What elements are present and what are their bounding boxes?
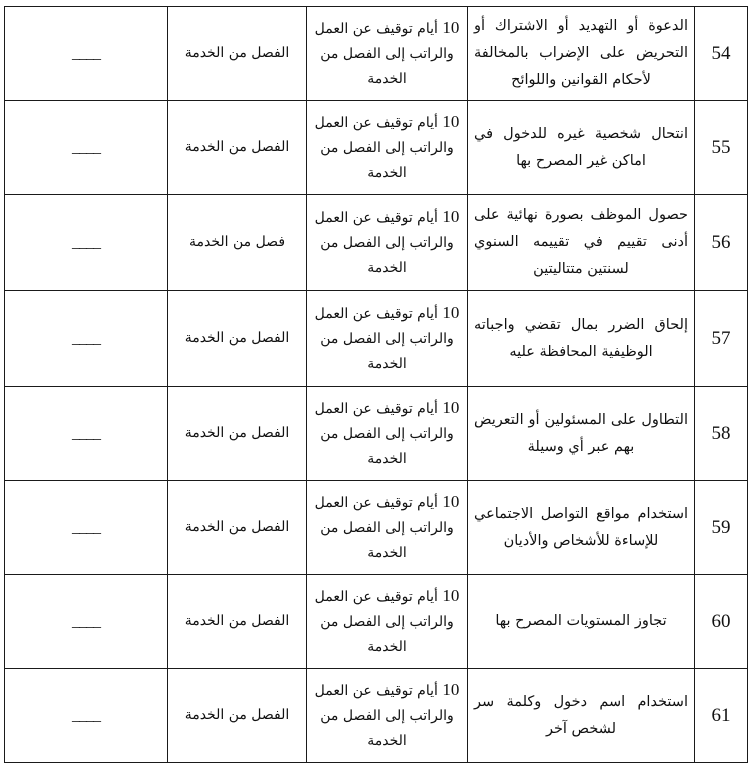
first-offense-text: أيام توقيف عن العمل والراتب إلى الفصل من الخدمة [314,21,454,87]
second-offense-penalty: فصل من الخدمة [168,195,307,291]
third-offense-penalty: ____ [5,481,168,575]
second-offense-penalty: الفصل من الخدمة [168,387,307,481]
table-row [5,101,748,195]
first-offense-penalty [307,481,468,575]
table-row [5,481,748,575]
third-offense-penalty: ____ [5,291,168,387]
table-row [5,7,748,101]
first-offense-days: 10 [442,112,460,131]
third-offense-penalty: ____ [5,669,168,763]
second-offense-penalty: الفصل من الخدمة [168,669,307,763]
second-offense-penalty: الفصل من الخدمة [168,101,307,195]
first-offense-penalty [307,101,468,195]
first-offense-penalty [307,291,468,387]
first-offense-penalty [307,575,468,669]
violation-text: انتحال شخصية غيره للدخول في اماكن غير المصرح بها [468,101,695,195]
violation-text: التطاول على المسئولين أو التعريض بهم عبر أي وسيلة [468,387,695,481]
first-offense-penalty [307,195,468,291]
row-number: 54 [695,7,748,101]
row-number: 61 [695,669,748,763]
first-offense-text: أيام توقيف عن العمل والراتب إلى الفصل من الخدمة [314,589,454,655]
second-offense-penalty: الفصل من الخدمة [168,481,307,575]
row-number: 56 [695,195,748,291]
first-offense-days: 10 [442,398,460,417]
third-offense-penalty: ____ [5,575,168,669]
first-offense-text: أيام توقيف عن العمل والراتب إلى الفصل من الخدمة [314,683,454,749]
table-row [5,669,748,763]
violation-text: إلحاق الضرر بمال تقضي واجباته الوظيفية المحافظة عليه [468,291,695,387]
third-offense-penalty: ____ [5,101,168,195]
violation-text: حصول الموظف بصورة نهائية على أدنى تقييم في تقييمه السنوي لسنتين متتاليتين [468,195,695,291]
violation-text: استخدام مواقع التواصل الاجتماعي للإساءة للأشخاص والأديان [468,481,695,575]
first-offense-text: أيام توقيف عن العمل والراتب إلى الفصل من الخدمة [314,210,454,276]
first-offense-penalty [307,387,468,481]
table-row [5,291,748,387]
first-offense-days: 10 [442,492,460,511]
row-number: 60 [695,575,748,669]
second-offense-penalty: الفصل من الخدمة [168,291,307,387]
first-offense-text: أيام توقيف عن العمل والراتب إلى الفصل من الخدمة [314,115,454,181]
row-number: 59 [695,481,748,575]
third-offense-penalty: ____ [5,387,168,481]
violation-text: تجاوز المستويات المصرح بها [468,575,695,669]
table-row [5,387,748,481]
first-offense-text: أيام توقيف عن العمل والراتب إلى الفصل من الخدمة [314,401,454,467]
row-number: 58 [695,387,748,481]
table-row [5,575,748,669]
row-number: 55 [695,101,748,195]
second-offense-penalty: الفصل من الخدمة [168,7,307,101]
first-offense-penalty [307,7,468,101]
first-offense-days: 10 [442,207,460,226]
first-offense-days: 10 [442,586,460,605]
row-number: 57 [695,291,748,387]
third-offense-penalty: ____ [5,7,168,101]
first-offense-penalty [307,669,468,763]
first-offense-text: أيام توقيف عن العمل والراتب إلى الفصل من الخدمة [314,495,454,561]
third-offense-penalty: ____ [5,195,168,291]
first-offense-text: أيام توقيف عن العمل والراتب إلى الفصل من الخدمة [314,306,454,372]
violation-text: الدعوة أو التهديد أو الاشتراك أو التحريض على الإضراب بالمخالفة لأحكام القوانين واللوائح [468,7,695,101]
first-offense-days: 10 [442,303,460,322]
first-offense-days: 10 [442,680,460,699]
violation-text: استخدام اسم دخول وكلمة سر لشخص آخر [468,669,695,763]
second-offense-penalty: الفصل من الخدمة [168,575,307,669]
first-offense-days: 10 [442,18,460,37]
penalties-table [4,6,748,763]
table-row [5,195,748,291]
